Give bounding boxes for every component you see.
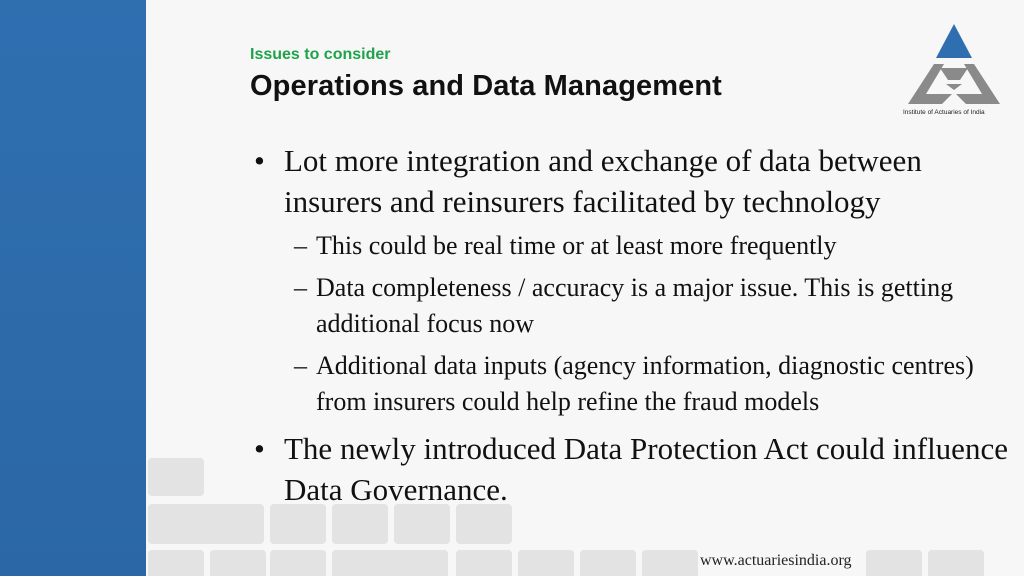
slide-content (252, 140, 1022, 510)
sub-bullet-item (252, 270, 1022, 342)
dash-icon: – (294, 231, 307, 260)
logo-caption: Institute of Actuaries of India (903, 109, 985, 116)
bullet-dot-icon: • (254, 431, 265, 466)
slide-title: Operations and Data Management (250, 70, 722, 102)
institute-logo-icon (904, 18, 1004, 122)
bullet-item (252, 428, 1022, 510)
section-subtitle: Issues to consider (250, 46, 391, 63)
sub-bullet-text: Additional data inputs (agency information, diagnostic centres) from insurers could help refine the fraud models (316, 351, 974, 416)
dash-icon: – (294, 351, 307, 380)
bullet-dot-icon: • (254, 143, 265, 178)
slide (146, 0, 1024, 576)
sub-bullet-item (252, 348, 1022, 420)
dash-icon: – (294, 273, 307, 302)
bullet-item (252, 140, 1022, 222)
bullet-text: The newly introduced Data Protection Act could influence Data Governance. (284, 431, 1008, 507)
sub-bullet-item (252, 228, 1022, 264)
left-accent-bar (0, 0, 146, 576)
sub-bullet-text: This could be real time or at least more frequently (316, 231, 837, 260)
footer-url[interactable]: www.actuariesindia.org (700, 552, 852, 569)
bullet-text: Lot more integration and exchange of data between insurers and reinsurers facilitated by technology (284, 143, 922, 219)
sub-bullet-text: Data completeness / accuracy is a major issue. This is getting additional focus now (316, 273, 954, 338)
